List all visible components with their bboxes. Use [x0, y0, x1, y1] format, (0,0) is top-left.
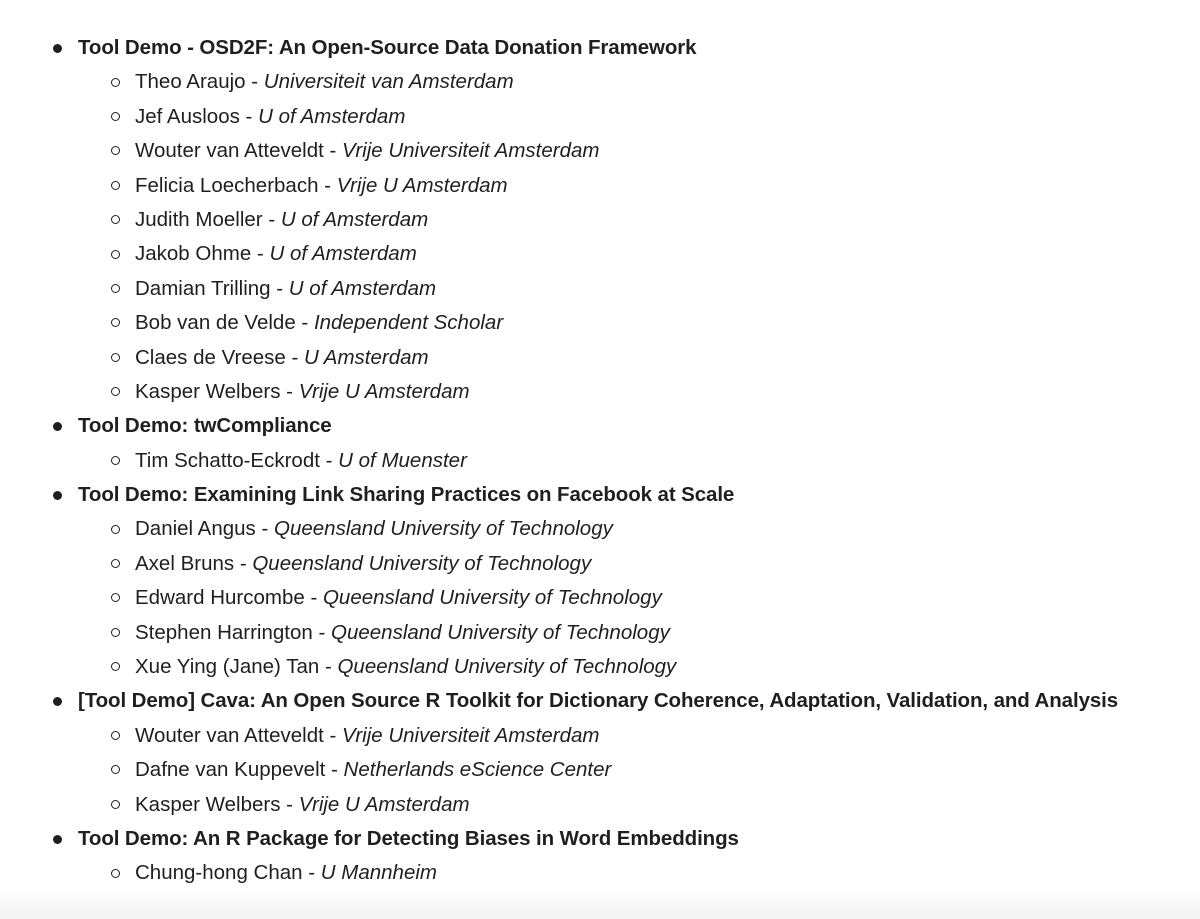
author-affiliation: Vrije U Amsterdam — [298, 379, 470, 403]
bullet-disc-icon — [53, 491, 62, 500]
author-affiliation: U of Muenster — [338, 448, 467, 472]
talk-item — [0, 31, 1200, 409]
author-affiliation: Independent Scholar — [313, 311, 504, 335]
author-list-item — [0, 650, 1200, 684]
author-name: Daniel Angus — [135, 517, 256, 541]
bullet-circle-icon — [111, 731, 120, 740]
author-list-item — [0, 616, 1200, 650]
name-affiliation-separator: - — [270, 276, 289, 300]
bullet-circle-icon — [111, 78, 120, 87]
name-affiliation-separator: - — [280, 792, 299, 816]
bullet-circle-icon — [111, 593, 120, 602]
bullet-circle-icon — [111, 628, 120, 637]
bullet-disc-icon — [53, 835, 62, 844]
name-affiliation-separator: - — [280, 379, 299, 403]
author-list-item — [0, 134, 1200, 168]
author-name: Wouter van Atteveldt — [135, 723, 324, 747]
author-name: Judith Moeller — [135, 207, 263, 231]
author-name: Edward Hurcombe — [135, 586, 305, 610]
name-affiliation-separator: - — [319, 448, 339, 472]
bullet-circle-icon — [111, 318, 120, 327]
bottom-fade — [0, 891, 1200, 919]
bullet-circle-icon — [111, 215, 120, 224]
author-list-item — [0, 169, 1200, 203]
author-affiliation: U Mannheim — [320, 861, 437, 885]
name-affiliation-separator: - — [304, 586, 323, 610]
talk-title: Tool Demo - OSD2F: An Open-Source Data Donation Framework — [78, 36, 697, 59]
name-affiliation-separator: - — [319, 655, 338, 679]
author-list-item — [0, 100, 1200, 134]
author-name: Wouter van Atteveldt — [135, 139, 324, 163]
talk-item — [0, 822, 1200, 891]
author-affiliation: Queensland University of Technology — [331, 620, 670, 644]
author-list-item — [0, 719, 1200, 753]
name-affiliation-separator: - — [245, 70, 264, 94]
author-affiliation: U of Amsterdam — [280, 207, 429, 231]
name-affiliation-separator: - — [239, 104, 259, 128]
author-affiliation: U of Amsterdam — [258, 104, 406, 128]
author-name: Felicia Loecherbach — [135, 173, 319, 197]
talk-item — [0, 684, 1200, 822]
name-affiliation-separator: - — [312, 620, 332, 644]
author-list-item — [0, 306, 1200, 340]
author-affiliation: Vrije Universiteit Amsterdam — [342, 139, 600, 163]
bullet-circle-icon — [111, 284, 120, 293]
author-affiliation: U of Amsterdam — [288, 276, 437, 300]
talk-list — [0, 31, 1200, 891]
name-affiliation-separator: - — [262, 207, 281, 231]
talk-title: Tool Demo: Examining Link Sharing Practices on Facebook at Scale — [78, 483, 735, 507]
author-affiliation: Vrije Universiteit Amsterdam — [342, 723, 600, 747]
name-affiliation-separator: - — [302, 861, 321, 885]
author-list-item — [0, 856, 1200, 890]
bullet-disc-icon — [53, 697, 62, 706]
bullet-circle-icon — [111, 662, 120, 671]
talk-title: Tool Demo: twCompliance — [78, 414, 332, 438]
author-list-item — [0, 581, 1200, 615]
bullet-circle-icon — [111, 250, 120, 259]
author-list-item — [0, 788, 1200, 822]
author-affiliation: Vrije U Amsterdam — [336, 173, 508, 197]
bullet-circle-icon — [111, 456, 120, 465]
author-list-item — [0, 341, 1200, 375]
bullet-circle-icon — [111, 387, 120, 396]
author-name: Tim Schatto-Eckrodt — [135, 448, 320, 472]
talk-title: [Tool Demo] Cava: An Open Source R Toolkit for Dictionary Coherence, Adaptation, Validation, and Analysis — [78, 689, 1119, 713]
bullet-circle-icon — [111, 765, 120, 774]
author-name: Dafne van Kuppevelt — [135, 758, 326, 782]
author-list-item — [0, 272, 1200, 306]
name-affiliation-separator: - — [295, 311, 314, 335]
author-name: Kasper Welbers — [135, 379, 281, 403]
bullet-circle-icon — [111, 800, 120, 809]
name-affiliation-separator: - — [325, 758, 344, 782]
author-affiliation: Queensland University of Technology — [322, 586, 662, 610]
author-affiliation: U of Amsterdam — [269, 242, 417, 266]
author-affiliation: Queensland University of Technology — [337, 655, 677, 679]
talk-title-row — [0, 31, 1200, 65]
author-name: Bob van de Velde — [135, 311, 296, 335]
name-affiliation-separator: - — [323, 723, 343, 747]
bullet-disc-icon — [53, 44, 62, 53]
name-affiliation-separator: - — [285, 345, 305, 369]
author-name: Kasper Welbers — [135, 792, 281, 816]
author-list-item — [0, 203, 1200, 237]
author-list-item — [0, 65, 1200, 99]
bullet-circle-icon — [111, 869, 120, 878]
author-name: Jef Ausloos — [135, 104, 240, 128]
author-name: Jakob Ohme — [135, 242, 252, 266]
name-affiliation-separator: - — [255, 517, 275, 541]
author-name: Damian Trilling — [135, 276, 271, 300]
author-affiliation: U Amsterdam — [304, 345, 429, 369]
name-affiliation-separator: - — [234, 551, 253, 575]
bullet-circle-icon — [111, 146, 120, 155]
talk-item — [0, 409, 1200, 478]
talk-item — [0, 478, 1200, 684]
name-affiliation-separator: - — [318, 173, 337, 197]
bullet-circle-icon — [111, 112, 120, 121]
author-affiliation: Universiteit van Amsterdam — [263, 70, 514, 94]
author-list-item — [0, 753, 1200, 787]
bullet-circle-icon — [111, 353, 120, 362]
author-name: Theo Araujo — [135, 70, 246, 94]
author-affiliation: Netherlands eScience Center — [343, 758, 612, 782]
bullet-disc-icon — [53, 422, 62, 431]
talk-title-row — [0, 822, 1200, 856]
bullet-circle-icon — [111, 181, 120, 190]
bullet-circle-icon — [111, 559, 120, 568]
author-list-item — [0, 512, 1200, 546]
talk-title-row — [0, 478, 1200, 512]
author-name: Claes de Vreese — [135, 345, 286, 369]
author-list-item — [0, 375, 1200, 409]
author-affiliation: Queensland University of Technology — [274, 517, 613, 541]
author-affiliation: Vrije U Amsterdam — [298, 792, 470, 816]
author-name: Stephen Harrington — [135, 620, 313, 644]
author-list-item — [0, 237, 1200, 271]
talk-title-row — [0, 684, 1200, 718]
author-name: Axel Bruns — [135, 551, 235, 575]
talk-title-row — [0, 409, 1200, 443]
talk-title: Tool Demo: An R Package for Detecting Biases in Word Embeddings — [78, 826, 739, 850]
name-affiliation-separator: - — [323, 139, 343, 163]
bullet-circle-icon — [111, 525, 120, 534]
author-list-item — [0, 547, 1200, 581]
name-affiliation-separator: - — [251, 242, 270, 266]
author-list-item — [0, 444, 1200, 478]
author-name: Chung-hong Chan — [135, 861, 303, 885]
author-affiliation: Queensland University of Technology — [252, 551, 592, 575]
author-name: Xue Ying (Jane) Tan — [135, 655, 320, 679]
